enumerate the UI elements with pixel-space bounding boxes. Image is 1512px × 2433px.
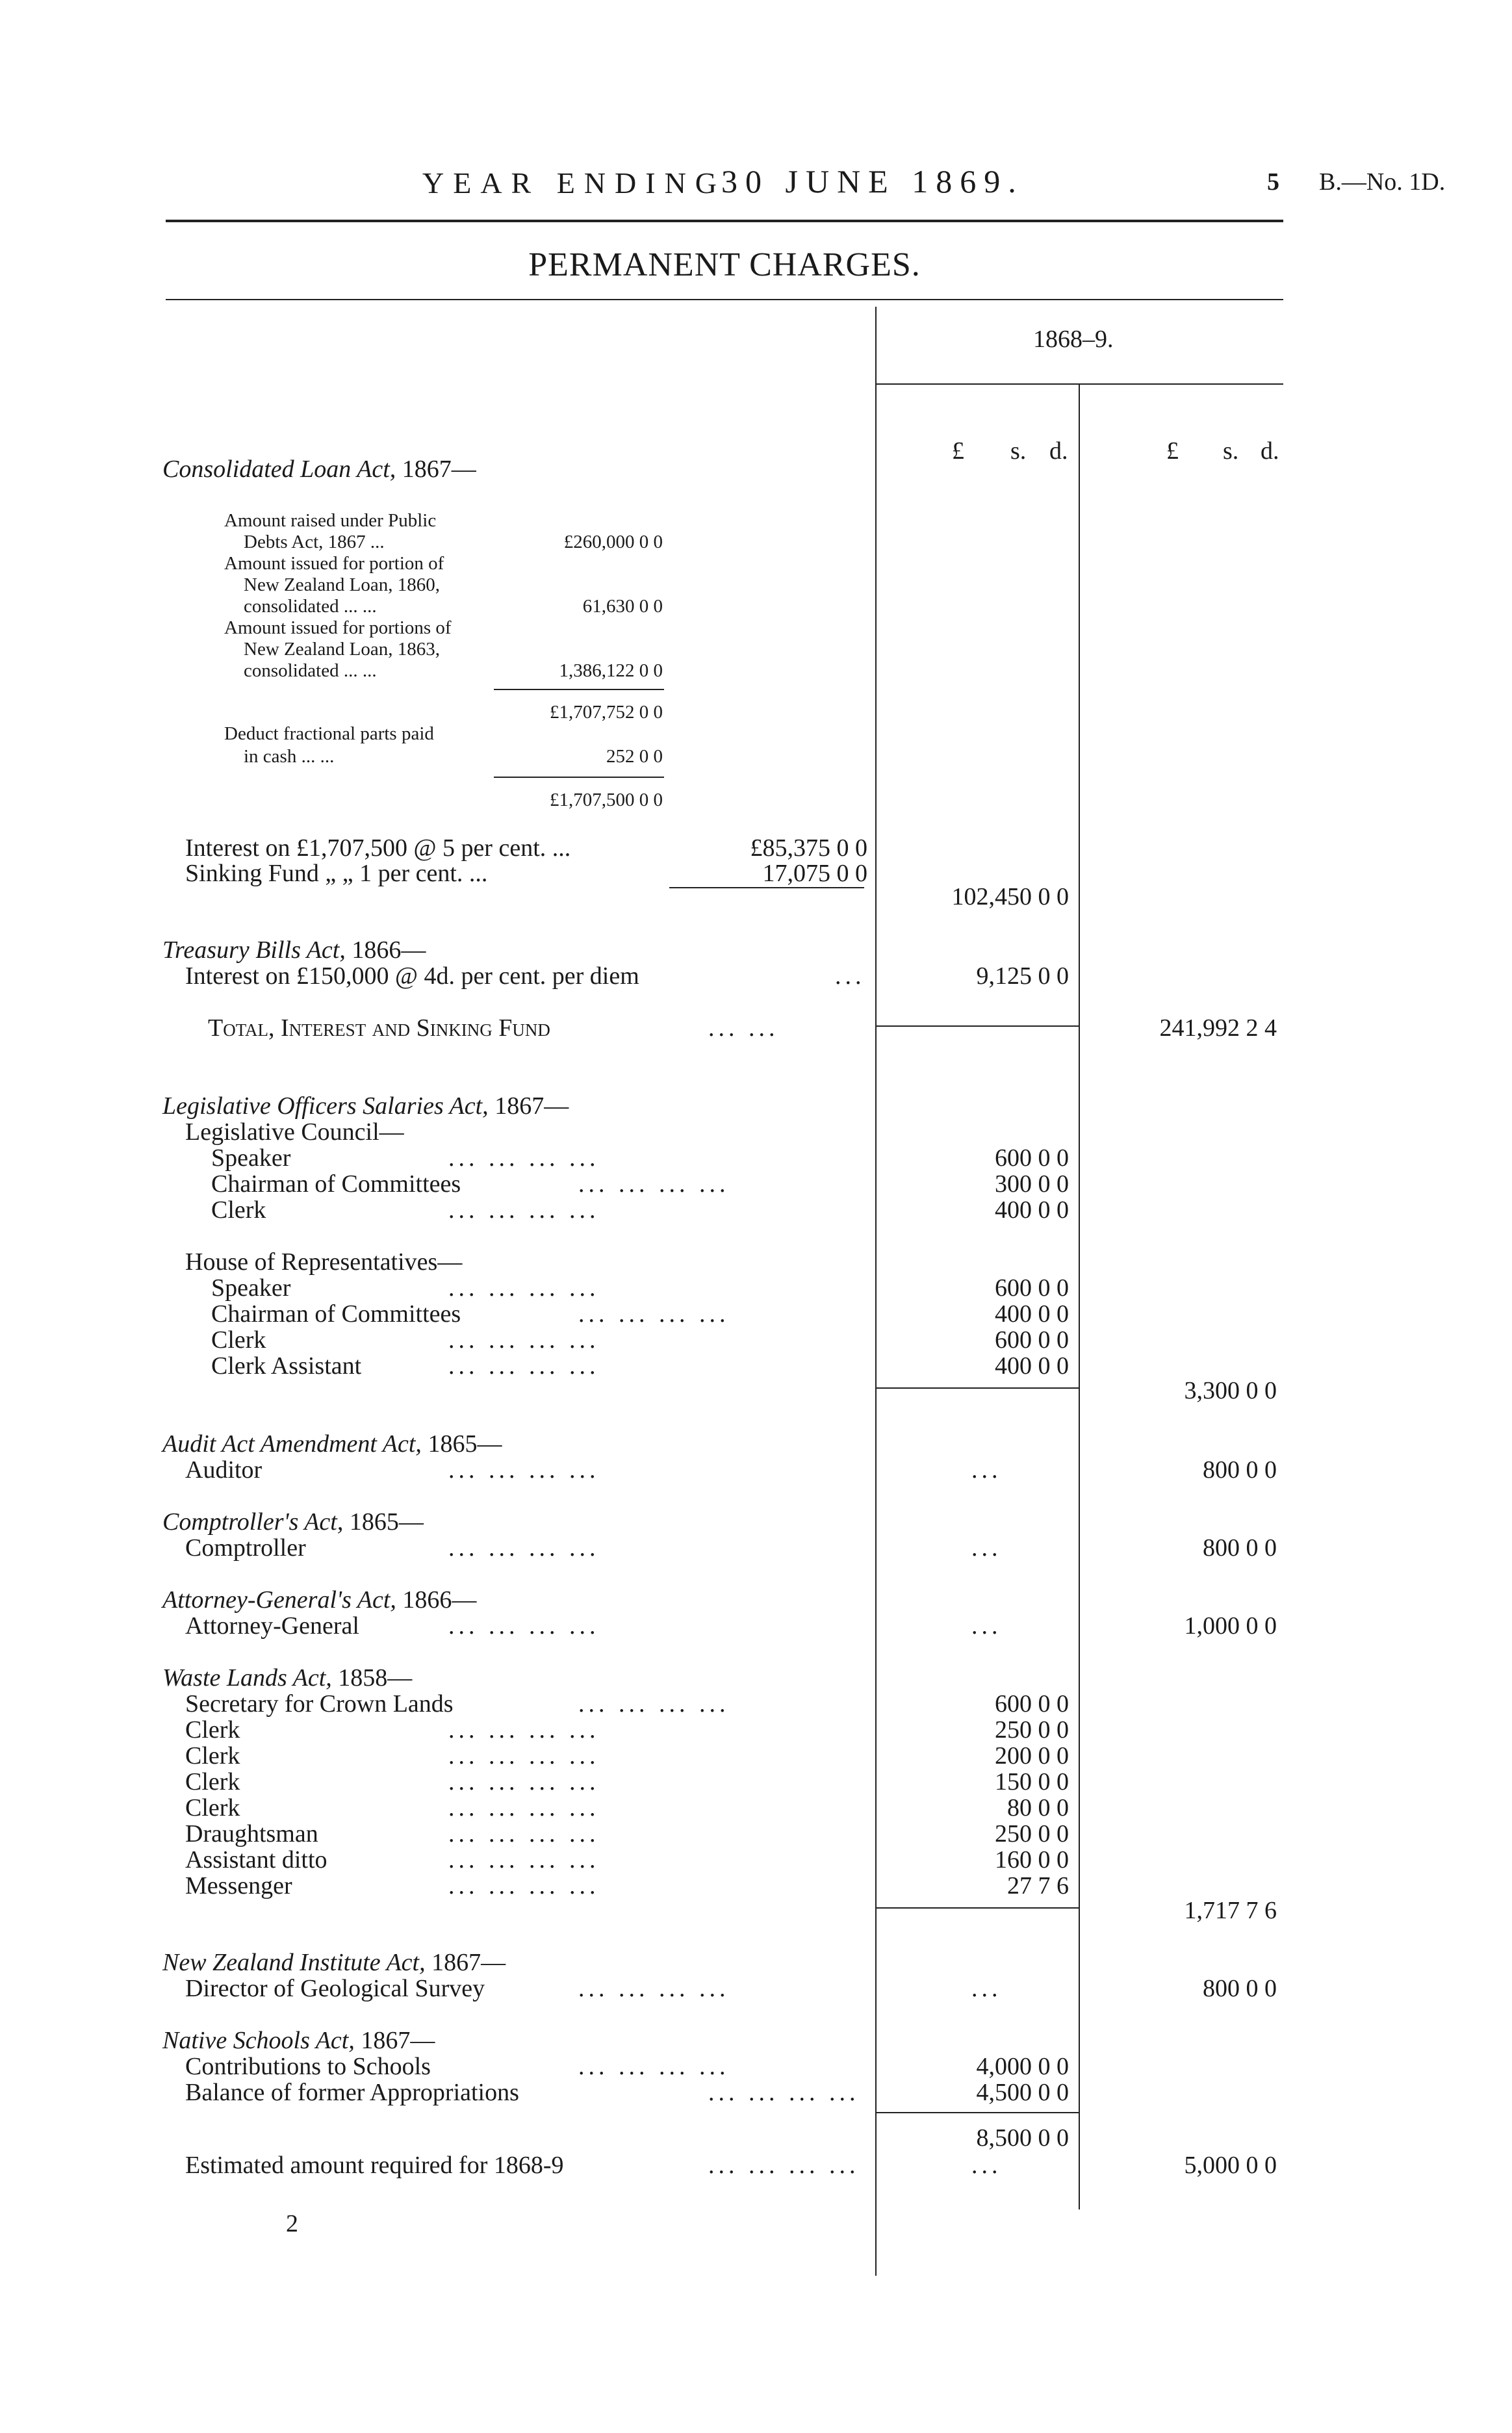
list-item-label: Clerk — [211, 1326, 266, 1354]
list-item-label: Clerk Assistant — [211, 1352, 362, 1380]
leader-dots: ... ... ... ... — [448, 1846, 600, 1873]
audit-heading: Audit Act Amendment Act, 1865— — [162, 1430, 502, 1458]
list-item-label: Balance of former Appropriations — [185, 2079, 519, 2106]
pound-header: £ — [952, 437, 964, 465]
sum-rule — [877, 1025, 1079, 1027]
comptroller-amount: 800 0 0 — [1203, 1534, 1277, 1562]
leader-dots: ... ... ... ... — [448, 1742, 600, 1770]
leader-dots: ... ... ... ... — [578, 1300, 730, 1328]
leader-dots: ... ... ... ... — [448, 1456, 600, 1484]
leader-dots: ... ... ... ... — [578, 1975, 730, 2002]
legislative-heading: Legislative Officers Salaries Act, 1867— — [162, 1092, 569, 1120]
page-title: PERMANENT CHARGES. — [528, 246, 921, 283]
attorney-heading: Attorney-General's Act, 1866— — [162, 1586, 477, 1614]
leader-dots: ... — [835, 962, 865, 990]
column-divider-left — [875, 307, 877, 2276]
list-item-amount: 150 0 0 — [995, 1768, 1069, 1796]
page-number: 5 — [1267, 168, 1279, 196]
leader-dots: ... ... ... ... — [578, 1690, 730, 1718]
leader-dots: ... ... ... ... — [448, 1820, 600, 1847]
leader-dots: ... ... ... ... — [578, 2053, 730, 2080]
treasury-amount: 9,125 0 0 — [976, 962, 1069, 990]
list-item-label: Messenger — [185, 1872, 292, 1899]
total-amount: 241,992 2 4 — [1159, 1014, 1277, 1042]
treasury-line: Interest on £150,000 @ 4d. per cent. per diem — [185, 962, 639, 990]
leader-dots: ... ... ... ... — [578, 1170, 730, 1198]
list-item-label: Contributions to Schools — [185, 2053, 431, 2080]
list-item-amount: 400 0 0 — [995, 1352, 1069, 1380]
header-rule — [166, 220, 1283, 222]
document-reference: B.—No. 1D. — [1319, 168, 1446, 196]
list-item-amount: 4,000 0 0 — [976, 2053, 1069, 2080]
loan-heading: Consolidated Loan Act, 1867— — [162, 456, 476, 483]
loan-line: Amount issued for portions of — [224, 617, 452, 638]
institute-heading: New Zealand Institute Act, 1867— — [162, 1949, 506, 1976]
schools-amount: 5,000 0 0 — [1184, 2152, 1277, 2179]
waste-heading: Waste Lands Act, 1858— — [162, 1664, 413, 1692]
list-item-label: Assistant ditto — [185, 1846, 327, 1873]
comptroller-heading: Comptroller's Act, 1865— — [162, 1508, 424, 1536]
leader-dots: ... ... ... ... — [448, 1144, 600, 1172]
waste-total: 1,717 7 6 — [1184, 1897, 1277, 1924]
list-item-amount: 600 0 0 — [995, 1326, 1069, 1354]
sum-rule — [494, 777, 664, 778]
list-item-amount: 250 0 0 — [995, 1820, 1069, 1847]
list-item-amount: 250 0 0 — [995, 1716, 1069, 1744]
shilling-header: s. — [1010, 437, 1027, 465]
list-item-amount: 200 0 0 — [995, 1742, 1069, 1770]
sum-rule — [669, 887, 864, 888]
leader-dots: ... ... ... ... — [448, 1872, 600, 1899]
signature-mark: 2 — [286, 2210, 298, 2237]
loan-line: Debts Act, 1867 ... — [244, 532, 385, 552]
deduct-amount: 252 0 0 — [606, 746, 663, 767]
leader-dots: ... ... ... ... — [448, 1768, 600, 1796]
leader-dots: ... — [971, 1612, 1002, 1640]
leader-dots: ... ... ... ... — [448, 1352, 600, 1380]
council-heading: Legislative Council— — [185, 1118, 404, 1146]
list-item-label: Clerk — [185, 1768, 240, 1796]
list-item-label: Comptroller — [185, 1534, 306, 1562]
list-item-amount: 160 0 0 — [995, 1846, 1069, 1873]
loan-subtotal: 102,450 0 0 — [951, 883, 1069, 910]
list-item-amount: 4,500 0 0 — [976, 2079, 1069, 2106]
loan-line: Amount raised under Public — [224, 510, 437, 531]
attorney-amount: 1,000 0 0 — [1184, 1612, 1277, 1640]
list-item-amount: 300 0 0 — [995, 1170, 1069, 1198]
leader-dots: ... — [971, 2152, 1002, 2179]
treasury-heading: Treasury Bills Act, 1866— — [162, 936, 426, 964]
leader-dots: ... — [971, 1534, 1002, 1562]
list-item-amount: 400 0 0 — [995, 1196, 1069, 1224]
leader-dots: ... ... — [708, 1014, 779, 1042]
running-title: YEAR ENDING — [422, 166, 726, 200]
leader-dots: ... ... ... ... — [448, 1612, 600, 1640]
audit-amount: 800 0 0 — [1203, 1456, 1277, 1484]
list-item-label: Clerk — [185, 1794, 240, 1822]
list-item-amount: 400 0 0 — [995, 1300, 1069, 1328]
list-item-amount: 600 0 0 — [995, 1274, 1069, 1302]
list-item-label: Speaker — [211, 1144, 291, 1172]
title-rule — [166, 299, 1283, 300]
loan-amount: £260,000 0 0 — [563, 532, 663, 552]
deduct-line: Deduct fractional parts paid — [224, 723, 434, 744]
list-item-amount: 27 7 6 — [1007, 1872, 1069, 1899]
schools-subtotal: 8,500 0 0 — [976, 2124, 1069, 2152]
interest-amount: £85,375 0 0 — [750, 834, 867, 862]
list-item-label: Chairman of Committees — [211, 1300, 461, 1328]
list-item-label: Draughtsman — [185, 1820, 318, 1847]
institute-amount: 800 0 0 — [1203, 1975, 1277, 2002]
list-item-label: Director of Geological Survey — [185, 1975, 485, 2002]
deduct-line: in cash ... ... — [244, 746, 335, 767]
leader-dots: ... ... ... ... — [448, 1196, 600, 1224]
header-date: 30 JUNE 1869. — [721, 163, 1024, 200]
leader-dots: ... ... ... ... — [448, 1274, 600, 1302]
pence-header: d. — [1049, 437, 1068, 465]
sinking-amount: 17,075 0 0 — [762, 860, 867, 887]
pence-header-2: d. — [1261, 437, 1279, 465]
house-heading: House of Representatives— — [185, 1248, 463, 1276]
list-item-amount: 600 0 0 — [995, 1690, 1069, 1718]
estimated-label: Estimated amount required for 1868-9 — [185, 2152, 564, 2179]
sum-rule — [494, 689, 664, 690]
pound-header-2: £ — [1166, 437, 1179, 465]
sum-rule — [877, 1907, 1079, 1909]
sinking-label: Sinking Fund „ „ 1 per cent. ... — [185, 860, 488, 887]
leader-dots: ... — [971, 1456, 1002, 1484]
list-item-amount: 600 0 0 — [995, 1144, 1069, 1172]
leader-dots: ... ... ... ... — [448, 1534, 600, 1562]
loan-line: New Zealand Loan, 1863, — [244, 639, 440, 660]
sum-rule — [877, 1387, 1079, 1389]
list-item-label: Speaker — [211, 1274, 291, 1302]
year-header-rule — [877, 383, 1283, 385]
list-item-label: Clerk — [185, 1716, 240, 1744]
loan-line: consolidated ... ... — [244, 660, 377, 681]
leader-dots: ... ... ... ... — [708, 2079, 860, 2106]
loan-net-sum: £1,707,500 0 0 — [550, 790, 663, 810]
loan-line: New Zealand Loan, 1860, — [244, 574, 440, 595]
year-header: 1868–9. — [1033, 326, 1114, 353]
list-item-label: Clerk — [185, 1742, 240, 1770]
total-label: Total, Interest and Sinking Fund — [208, 1014, 550, 1042]
sum-rule — [877, 2112, 1079, 2113]
leader-dots: ... ... ... ... — [708, 2152, 860, 2179]
loan-amount: 1,386,122 0 0 — [559, 660, 663, 681]
list-item-label: Chairman of Committees — [211, 1170, 461, 1198]
loan-line: Amount issued for portion of — [224, 553, 444, 574]
leader-dots: ... ... ... ... — [448, 1326, 600, 1354]
shilling-header-2: s. — [1223, 437, 1239, 465]
interest-label: Interest on £1,707,500 @ 5 per cent. ... — [185, 834, 571, 862]
legislative-total: 3,300 0 0 — [1184, 1377, 1277, 1404]
leader-dots: ... ... ... ... — [448, 1716, 600, 1744]
loan-sum: £1,707,752 0 0 — [550, 702, 663, 723]
schools-heading: Native Schools Act, 1867— — [162, 2027, 435, 2054]
leader-dots: ... ... ... ... — [448, 1794, 600, 1822]
loan-line: consolidated ... ... — [244, 596, 377, 617]
list-item-label: Clerk — [211, 1196, 266, 1224]
list-item-label: Secretary for Crown Lands — [185, 1690, 454, 1718]
loan-amount: 61,630 0 0 — [582, 596, 663, 617]
list-item-amount: 80 0 0 — [1007, 1794, 1069, 1822]
leader-dots: ... — [971, 1975, 1002, 2002]
list-item-label: Attorney-General — [185, 1612, 359, 1640]
column-divider-right — [1079, 383, 1080, 2209]
list-item-label: Auditor — [185, 1456, 263, 1484]
